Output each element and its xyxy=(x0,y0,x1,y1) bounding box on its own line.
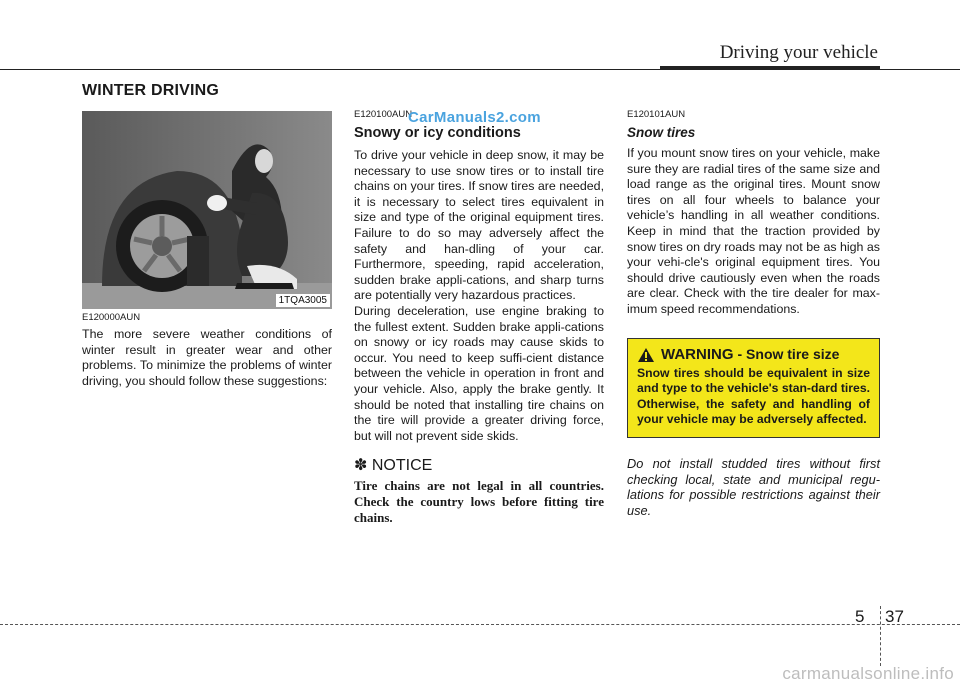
studded-tires-note: Do not install studded tires without first checking local, state and municipal regu-lations for possible restrictions against their use. xyxy=(627,455,880,518)
snowy-icy-column xyxy=(354,109,604,526)
notice-heading: ✽ NOTICE xyxy=(354,457,433,475)
figure-code: 1TQA3005 xyxy=(276,294,330,307)
warning-triangle-icon xyxy=(637,347,655,363)
section-title: WINTER DRIVING xyxy=(82,82,220,99)
intro-paragraph: The more severe weather conditions of winter result in greater wear and other problems. To minimize the problems of winter driving, you should follow these suggestions: xyxy=(82,327,332,388)
snow-tires-column xyxy=(627,109,880,518)
section-code: E120000AUN xyxy=(82,312,141,323)
watermark: CarManuals2.com xyxy=(408,109,541,126)
section-code: E120100AUN xyxy=(354,109,413,120)
tire-illustration xyxy=(82,111,332,309)
section-code: E120101AUN xyxy=(627,109,686,120)
snowy-icy-paragraph-2: During deceleration, use engine braking to the fullest extent. Sudden brake appli-cations on snowy or icy roads may cause skids to occur. You need to keep suffi-cient distance between the vehicle in operation in front and your vehicle. Also, apply the brake gently. It should be noted that installing tire chains on the tire will provide a greater driving force, but will not prevent side skids. xyxy=(354,303,604,443)
snowy-icy-paragraph-1: To drive your vehicle in deep snow, it may be necessary to use snow tires or to install tire chains on your tires. If snow tires are needed, it is necessary to select tires equivalent in size and type of the original equipment tires. Failure to do so may adversely affect the safety and han-dling of your car. Furthermore, speeding, rapid acceleration, sudden brake appli-cations, and sharp turns are potentially very hazardous practices. xyxy=(354,148,605,303)
warning-text: Snow tires should be equivalent in size and type to the vehicle's stan-dard tires. Otherwise, the safety and handling of your vehicle may be adversely affected. xyxy=(637,365,870,427)
snow-tires-heading: Snow tires xyxy=(627,125,696,140)
chapter-number: 5 xyxy=(855,607,865,626)
page-number-separator xyxy=(880,606,881,666)
woman-checking-tire-illustration xyxy=(82,111,332,309)
snow-tires-paragraph: If you mount snow tires on your vehicle, make sure they are radial tires of the same size and load range as the original tires. Mount snow tires on all four wheels to balance your vehicle’s handling in all weather conditions. Keep in mind that the traction provided by snow tires on dry roads may not be as high as your vehi-cle's original equipment tires. You should drive cautiously even when the roads are clear. Check with the tire dealer for max-imum speed recommendations. xyxy=(627,146,880,316)
warning-heading xyxy=(637,347,870,363)
site-watermark: carmanualsonline.info xyxy=(782,664,954,683)
footer-rule xyxy=(0,624,960,625)
warning-subtitle: - Snow tire size xyxy=(737,345,840,362)
page-number: 37 xyxy=(885,607,904,626)
snowy-icy-heading: Snowy or icy conditions xyxy=(354,125,521,141)
header-title: Driving your vehicle xyxy=(719,42,878,63)
warning-title: WARNING xyxy=(661,345,734,363)
intro-column xyxy=(82,312,332,389)
warning-box xyxy=(627,338,880,438)
notice-text: Tire chains are not legal in all countries. Check the country lows before fitting tire chains. xyxy=(354,477,604,525)
header-rule-thick xyxy=(660,66,880,70)
